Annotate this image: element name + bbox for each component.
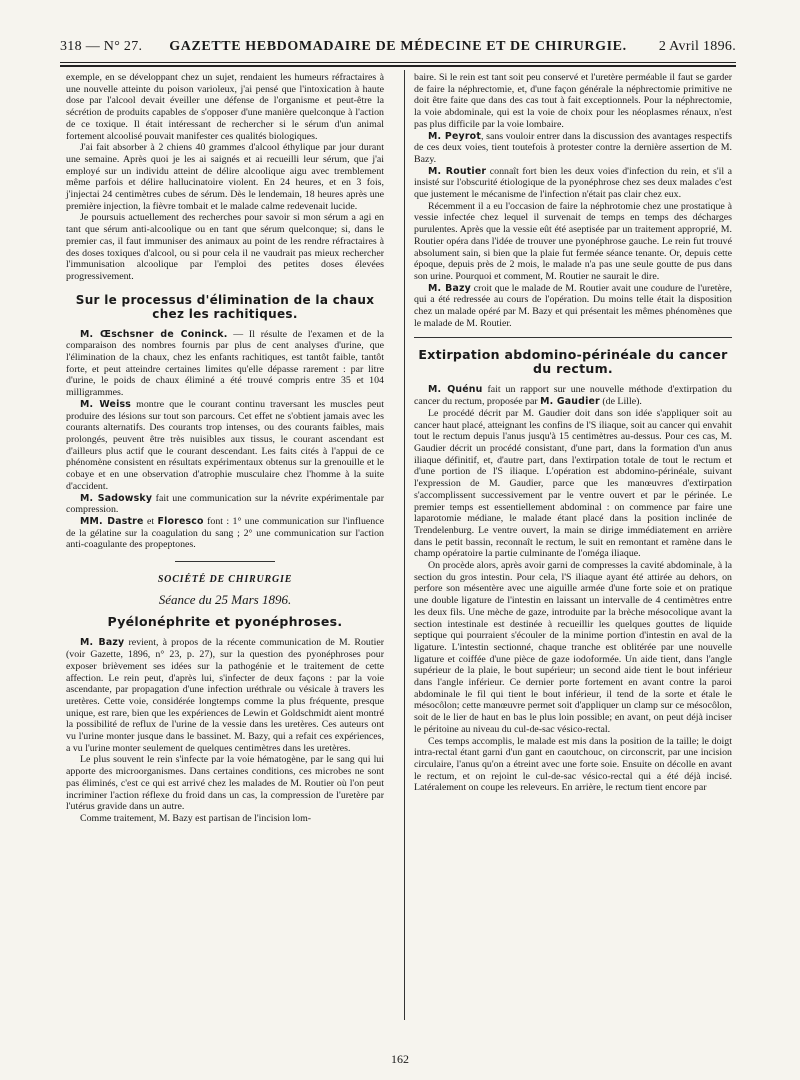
section-heading-pyelo: Pyélonéphrite et pyonéphroses. bbox=[107, 614, 343, 630]
paragraph-routier bbox=[414, 166, 732, 201]
section-heading-cancer: Extirpation abdomino-périnéale du cancer du rectum. bbox=[418, 347, 728, 377]
paragraph-bazy bbox=[414, 283, 732, 330]
paragraph: Le plus souvent le rein s'infecte par la voie hématogène, par le sang qui lui apporte des microorganismes. Dans certaines conditions, ces microbes ne sont pas éliminés, c'est ce qui est arrivé chez les malades de M. Routier où l'on peut incriminer l'action réflexe du froid dans un cas, la compression de l'uretère par l'utérus gravide dans un autre. bbox=[66, 754, 384, 813]
author-name: M. Œschsner de Coninck. bbox=[80, 328, 228, 340]
header-rule-thick bbox=[60, 65, 736, 67]
column-separator bbox=[404, 70, 405, 1020]
author-name: M. Quénu bbox=[428, 384, 483, 396]
section-divider bbox=[175, 561, 275, 562]
paragraph-quenu bbox=[414, 384, 732, 407]
author-name: M. Gaudier bbox=[540, 396, 600, 408]
author-name: M. Routier bbox=[428, 165, 487, 177]
paragraph-text: font : 1° une communication sur l'influence de la gélatine sur la coagulation du sang ; 2° une communication sur l'action anti-coagulante des propeptones. bbox=[66, 515, 384, 551]
paragraph: Je poursuis actuellement des recherches pour savoir si mon sérum a agi en tant que sérum anti-alcoolique ou en tant que sérum quelconque; si, dans le premier cas, il faut immuniser des animaux au point de les rendre réfractaires à des doses toxiques d'alcool, ou si pour cela il ne vaudrait pas mieux rechercher l'immunisation alcoolique par l'emploi des petites doses élevées progressivement. bbox=[66, 212, 384, 282]
paragraph-dastre bbox=[66, 516, 384, 551]
paragraph: baire. Si le rein est tant soit peu conservé et l'uretère perméable il faut se garder de faire la néphrectomie, et, d'une façon générale la néphrectomie primitive ne doit être faite que dans des cas tout à fait exceptionnels. Pour la néphrectomie, la voie abdominale, qui est la voie de choix pour les néoplasmes rénaux, n'est pas plus difficile par la voie lombaire. bbox=[414, 72, 732, 130]
paragraph-text: et bbox=[143, 515, 158, 527]
paragraph-text: fait un rapport sur une nouvelle méthode d'extirpation du cancer du rectum, proposée par bbox=[414, 384, 732, 408]
running-header bbox=[60, 36, 736, 58]
author-name: M. Weiss bbox=[80, 398, 132, 410]
author-name: M. Peyrot bbox=[428, 130, 481, 142]
paragraph-text: — Il résulte de l'examen et de la comparaison des nombres fournis par plus de cent analyses d'urine, que l'élimination de la chaux, chez les enfants rachitiques, est tantôt faible, tantôt forte, et peut atteindre certaines limites qu'elle dépasse rarement : par litre d'urine, le poids de chaux éliminé a été trouvé compris entre 35 et 104 milligrammes. bbox=[66, 328, 384, 399]
section-heading-chaux: Sur le processus d'élimination de la chaux chez les rachitiques. bbox=[75, 292, 375, 321]
section-divider bbox=[414, 337, 732, 338]
society-heading: SOCIÉTÉ DE CHIRURGIE bbox=[157, 574, 293, 586]
paragraph-text: (de Lille). bbox=[599, 396, 642, 408]
author-name: MM. Dastre bbox=[80, 515, 144, 527]
paragraph-text: croit que le malade de M. Routier avait une coudure de l'uretère, qui a été redressée au cours de l'opération. Du moins telle était la disposition chez un malade opéré par M. Bazy et qui présentait les mêmes phénomènes que le malade de M. Routier. bbox=[414, 282, 732, 329]
paragraph-sadowsky bbox=[66, 493, 384, 516]
paragraph: Ces temps accomplis, le malade est mis dans la position de la taille; le doigt intra-rectal étant garni d'un gant en caoutchouc, on circonscrit, par une incision circulaire, l'anus qu'on a étreint avec une forte soie. Ensuite on décolle en avant le rectum, et on rejoint le cul-de-sac vésico-rectal qui a été déjà incisé. Latéralement on coupe les releveurs. En arrière, le rectum tient encore par bbox=[414, 735, 732, 794]
paragraph: J'ai fait absorber à 2 chiens 40 grammes d'alcool éthylique par jour durant une semaine. Après quoi je les ai saignés et ai recueilli leur sérum, que j'ai employé sur un individu atteint de délire alcoolique aigu avec tremblement même parfois et délire hallucinatoire violent. En 24 heures, et en 3 fois, j'injectai 24 centimètres cubes de sérum. Dès le lendemain, 18 heures après une première injection, la fièvre tombait et le malade calme redevenait lucide. bbox=[66, 142, 384, 212]
issue-date: 2 Avril 1896. bbox=[658, 39, 736, 54]
paragraph-text: fait une communication sur la névrite expérimentale par compression. bbox=[66, 492, 385, 516]
paragraph: exemple, en se développant chez un sujet, rendaient les humeurs réfractaires à une nouvelle atteinte du poison varioleux, j'ai pensé que l'intoxication à haute dose par l'alcool devait éveiller une défense de l'organisme et peut-être la sécrétion de produits capables de s'opposer d'une manière quelconque à l'action de ce toxique. Il était intéressant de rechercher si le sérum d'un animal fortement alcoolisé pouvait manifester ces qualités biologiques. bbox=[66, 72, 384, 142]
paragraph-text: connaît fort bien les deux voies d'infection du rein, et s'il a insisté sur l'obscurité étiologique de la pyonéphrose chez ses deux malades c'est que justement le mécanisme de l'infection n'était pas clair chez eux. bbox=[414, 165, 733, 201]
paragraph-bazy bbox=[66, 637, 384, 754]
paragraph-text: revient, à propos de la récente communication de M. Routier (voir Gazette, 1896, n° 23, p. 27), sur la question des pyonéphroses pour exposer brièvement ses idées sur la pathogénie et le traitement de cette affection. Le rein peut, d'après lui, s'infecter de deux façons : par la voie ascendante, par propagation d'une infection uréthrale ou vésicale à travers les uretères. Cette voie, considérée longtemps comme la plus fréquente, presque unique, est rare, bien que les expériences de Lewin et Goldschmidt aient montré la possibilité de reflux de l'urine de la vessie dans les uretères. Ces auteurs ont vu l'urine monter jusque dans le bassinet. M. Bazy, qui a refait ces expériences, a vu l'urine monter seulement de quelques centimètres dans les uretères. bbox=[66, 637, 384, 754]
paragraph-peyrot bbox=[414, 131, 732, 166]
page-number: 162 bbox=[391, 1052, 409, 1066]
author-name: M. Sadowsky bbox=[80, 492, 153, 504]
paragraph-text: montre que le courant continu traversant les muscles peut produire des lésions sur tout son parcours. Cet effet ne s'obtient jamais avec les courants alternatifs. Des courants trop intenses, ou des courants faibles, mais prolongés, peuvent être très nuisibles aux tissus, le courant ascendant est d'ailleurs plus actif que le courant descendant. Les faits cités à l'appui de ce phénomène consistent en résultats expérimentaux obtenus sur la grenouille et le cobaye et en une observation d'atrophie musculaire chez l'homme à la suite d'accident. bbox=[66, 398, 384, 492]
left-column bbox=[66, 72, 384, 825]
author-name: Floresco bbox=[157, 515, 204, 527]
paragraph: Le procédé décrit par M. Gaudier doit dans son idée s'appliquer soit au cancer haut placé, atteignant les confins de l'S iliaque, soit au cancer qui envahit tout le rectum depuis l'anus jusqu'à 15 centimètres au-dessus. Pour ces cas, M. Gaudier décrit un procédé consistant, d'une part, dans la formation d'un anus iliaque définitif, et, d'autre part, dans l'extirpation totale de tout le rectum et d'une portion de l'S iliaque. L'opération est abdomino-périnéale, suivant l'expression de M. Gaudier, parce que les manœuvres d'extirpation s'accomplissent successivement par le ventre ouvert et par le périnée. Le premier temps est essentiellement abdominal : on commence par faire une laparotomie médiane, le malade étant placé dans la position inclinée de Trendelenburg. Le ventre ouvert, la main se dirige immédiatement en arrière dans le petit bassin, reconnaît le rectum, le suit en remontant et ramène dans le champ opératoire la partie culminante de l'oméga iliaque. bbox=[414, 407, 732, 560]
paragraph-text: , sans vouloir entrer dans la discussion des avantages respectifs de ces deux voies, tient toutefois à protester contre la dernière assertion de M. Bazy. bbox=[414, 130, 732, 165]
author-name: M. Bazy bbox=[428, 282, 471, 294]
session-date: Séance du 25 Mars 1896. bbox=[158, 591, 292, 607]
right-column bbox=[414, 72, 732, 794]
paragraph: Récemment il a eu l'occasion de faire la néphrotomie chez une prostatique à vessie infectée chez lequel il survenait de temps en temps des décharges purulentes. Après que la vessie eût été aseptisée par un traitement approprié, M. Routier opéra dans l'idée de trouver une pyonéphrose gauche. Le rein fut trouvé absolument sain, si bien que la plaie fut fermée séance tenante. Or, depuis cette époque, depuis près de 2 mois, le malade n'a pas une seule goutte de pus dans son urine. Pourquoi et comment, M. Routier ne saurait le dire. bbox=[414, 200, 732, 282]
author-name: M. Bazy bbox=[80, 637, 125, 649]
paragraph: Comme traitement, M. Bazy est partisan de l'incision lom- bbox=[80, 812, 312, 824]
header-rule-thin bbox=[60, 62, 736, 63]
paragraph-oeschsner bbox=[66, 329, 384, 399]
page-issue-number: 318 — N° 27. bbox=[60, 39, 143, 54]
paragraph: On procède alors, après avoir garni de compresses la cavité abdominale, à la section du gros intestin. Pour cela, l'S iliaque ayant été attirée au dehors, on perfore son mésentère avec une aiguille armée d'une forte soie et on pratique une double ligature de l'intestin en laissant un intervalle de 4 centimètres entre les deux fils. Une mèche de gaze, introduite par la brèche mésocolique avant la section intestinale est destinée à recueillir les quelques gouttes de liquide septique qui pourraient s'écouler de la minime portion d'intestin en aval de la ligature. L'intestin sectionné, chaque tranche est oblitérée par une nouvelle ligature et coiffée d'une pièce de gaze iodoformée. Un aide tient, dans l'angle supérieur de la plaie, le bout supérieur; un second aide tient le bout inférieur dans l'angle inférieur. Ce dernier porte fortement en avant contre la paroi abdominale le fil qui tient le bout inférieur, il tend de la sorte et étale le mésocôlon; cette manœuvre permet soit d'appliquer un clamp sur ce mésocôlon, soit de le lier de haut en bas le plus loin possible; en avant, on peut déjà inciser le péritoine au niveau du cul-de-sac vésico-rectal. bbox=[414, 560, 732, 735]
journal-title: GAZETTE HEBDOMADAIRE DE MÉDECINE ET DE CHIRURGIE. bbox=[169, 39, 627, 54]
paragraph-weiss bbox=[66, 399, 384, 493]
